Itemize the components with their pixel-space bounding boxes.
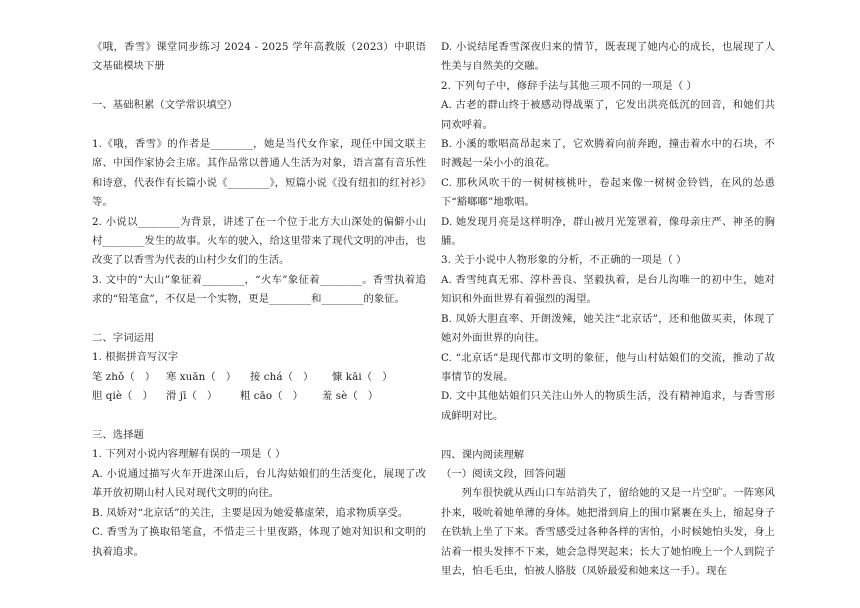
mc-question-2-option-d: D. 她发现月亮是这样明净，群山被月光笼罩着，像母亲庄严、神圣的胸脯。 (441, 215, 775, 248)
mc-question-1-stem: 1. 下列对小说内容理解有误的一项是（ ） (92, 448, 286, 461)
pinyin-item: 笔 zhǒ（ ） (92, 370, 156, 383)
pinyin-item: 慷 kāi（ ） (332, 370, 393, 383)
mc-question-2-option-c: C. 那秋风吹干的一树树核桃叶，卷起来像一树树金铃铛，在风的怂恿下“豁啷啷”地歌唱。 (441, 176, 775, 209)
mc-question-1-option-a: A. 小说通过描写火车开进深山后，台儿沟姑娘们的生活变化，展现了改革开放初期山村人民对现代文明的向往。 (92, 467, 426, 500)
mc-question-3-stem: 3. 关于小说中人物形象的分析，不正确的一项是（ ） (441, 254, 687, 267)
right-column (441, 38, 775, 581)
mc-question-3-option-d: D. 文中其他姑娘们只关注山外人的物质生活，没有精神追求，与香雪形成鲜明对比。 (441, 390, 775, 422)
pinyin-item: 胆 qiè（ ） (92, 390, 153, 403)
pinyin-item: 接 chá（ ） (250, 370, 314, 383)
section-3-heading: 三、选择题 (92, 429, 144, 442)
mc-question-1-option-d: D. 小说结尾香雪深夜归来的情节，既表现了她内心的成长，也展现了人性美与自然美的交融。 (441, 41, 775, 73)
section-2-subheading: 1. 根据拼音写汉字 (92, 351, 179, 364)
mc-question-2-stem: 2. 下列句子中，修辞手法与其他三项不同的一项是（ ） (441, 79, 697, 92)
mc-question-1-option-c: C. 香雪为了换取铅笔盒，不惜走三十里夜路，体现了她对知识和文明的执着追求。 (92, 526, 426, 558)
left-column (92, 38, 426, 562)
section-4-heading: 四、课内阅读理解 (441, 448, 525, 461)
section-2-heading: 二、字词运用 (92, 332, 155, 345)
pinyin-item: 寒 xuān（ ） (166, 370, 237, 383)
section-1-heading: 一、基础积累（文学常识填空） (92, 99, 238, 112)
pinyin-item: 羞 sè（ ） (322, 390, 379, 403)
reading-passage: 列车很快就从西山口车站消失了，留给她的又是一片空旷。一阵寒风扑来，吸吮着她单薄的身体。她把滑到肩上的围巾紧裹在头上，缩起身子在铁轨上坐了下来。香雪感受过各种各样的害怕，小时候她怕头发，身上沾着一根头发摔不下来，她会急得哭起来；长大了她怕晚上一个人到院子里去，怕毛毛虫，怕被人胳肢（凤娇最爱和她来这一手）。现在 (441, 487, 775, 577)
mc-question-3-option-a: A. 香雪纯真无邪、淳朴善良、坚毅执着，是台儿沟唯一的初中生，她对知识和外面世界有着强烈的渴望。 (441, 273, 775, 306)
mc-question-3-option-b: B. 凤娇大胆直率、开朗泼辣，她关注“北京话”，还和他做买卖，体现了她对外面世界的向往。 (441, 312, 775, 345)
pinyin-item: 粗 cāo（ ） (240, 390, 304, 403)
pinyin-row-1 (92, 368, 426, 387)
pinyin-item: 滑 jī（ ） (166, 390, 218, 403)
mc-question-3-option-c: C. “北京话”是现代都市文明的象征，他与山村姑娘们的交流，推动了故事情节的发展。 (441, 351, 775, 383)
question-2: 2. 小说以________为背景，讲述了在一个位于北方大山深处的偏僻小山村________发生的故事。火车的驶入，给这里带来了现代文明的冲击，也改变了以香雪为代表的山村少女们的生活。 (92, 215, 426, 267)
section-4-subheading: （一）阅读文段，回答问题 (441, 467, 566, 480)
mc-question-2-option-a: A. 古老的群山终于被感动得战栗了，它发出洪亮低沉的回音，和她们共同欢呼着。 (441, 99, 775, 131)
mc-question-2-option-b: B. 小溪的歌唱高昂起来了，它欢腾着向前奔跑，撞击着水中的石块，不时溅起一朵小小的浪花。 (441, 138, 775, 170)
mc-question-1-option-b: B. 凤娇对“北京话”的关注，主要是因为她爱慕虚荣，追求物质享受。 (92, 506, 409, 519)
question-1: 1.《哦，香雪》的作者是________，她是当代女作家，现任中国文联主席、中国作家协会主席。其作品常以普通人生活为对象，语言富有音乐性和诗意，代表作有长篇小说《________》，短篇小说《没有纽扣的红衬衫》等。 (92, 138, 426, 209)
pinyin-row-2 (92, 387, 426, 406)
question-3: 3. 文中的“大山”象征着________，“火车”象征着________。香雪执着追求的“铅笔盒”，不仅是一个实物，更是________和________的象征。 (92, 273, 426, 306)
document-title: 《哦，香雪》课堂同步练习 2024 - 2025 学年高教版（2023）中职语文基础模块下册 (92, 41, 426, 73)
